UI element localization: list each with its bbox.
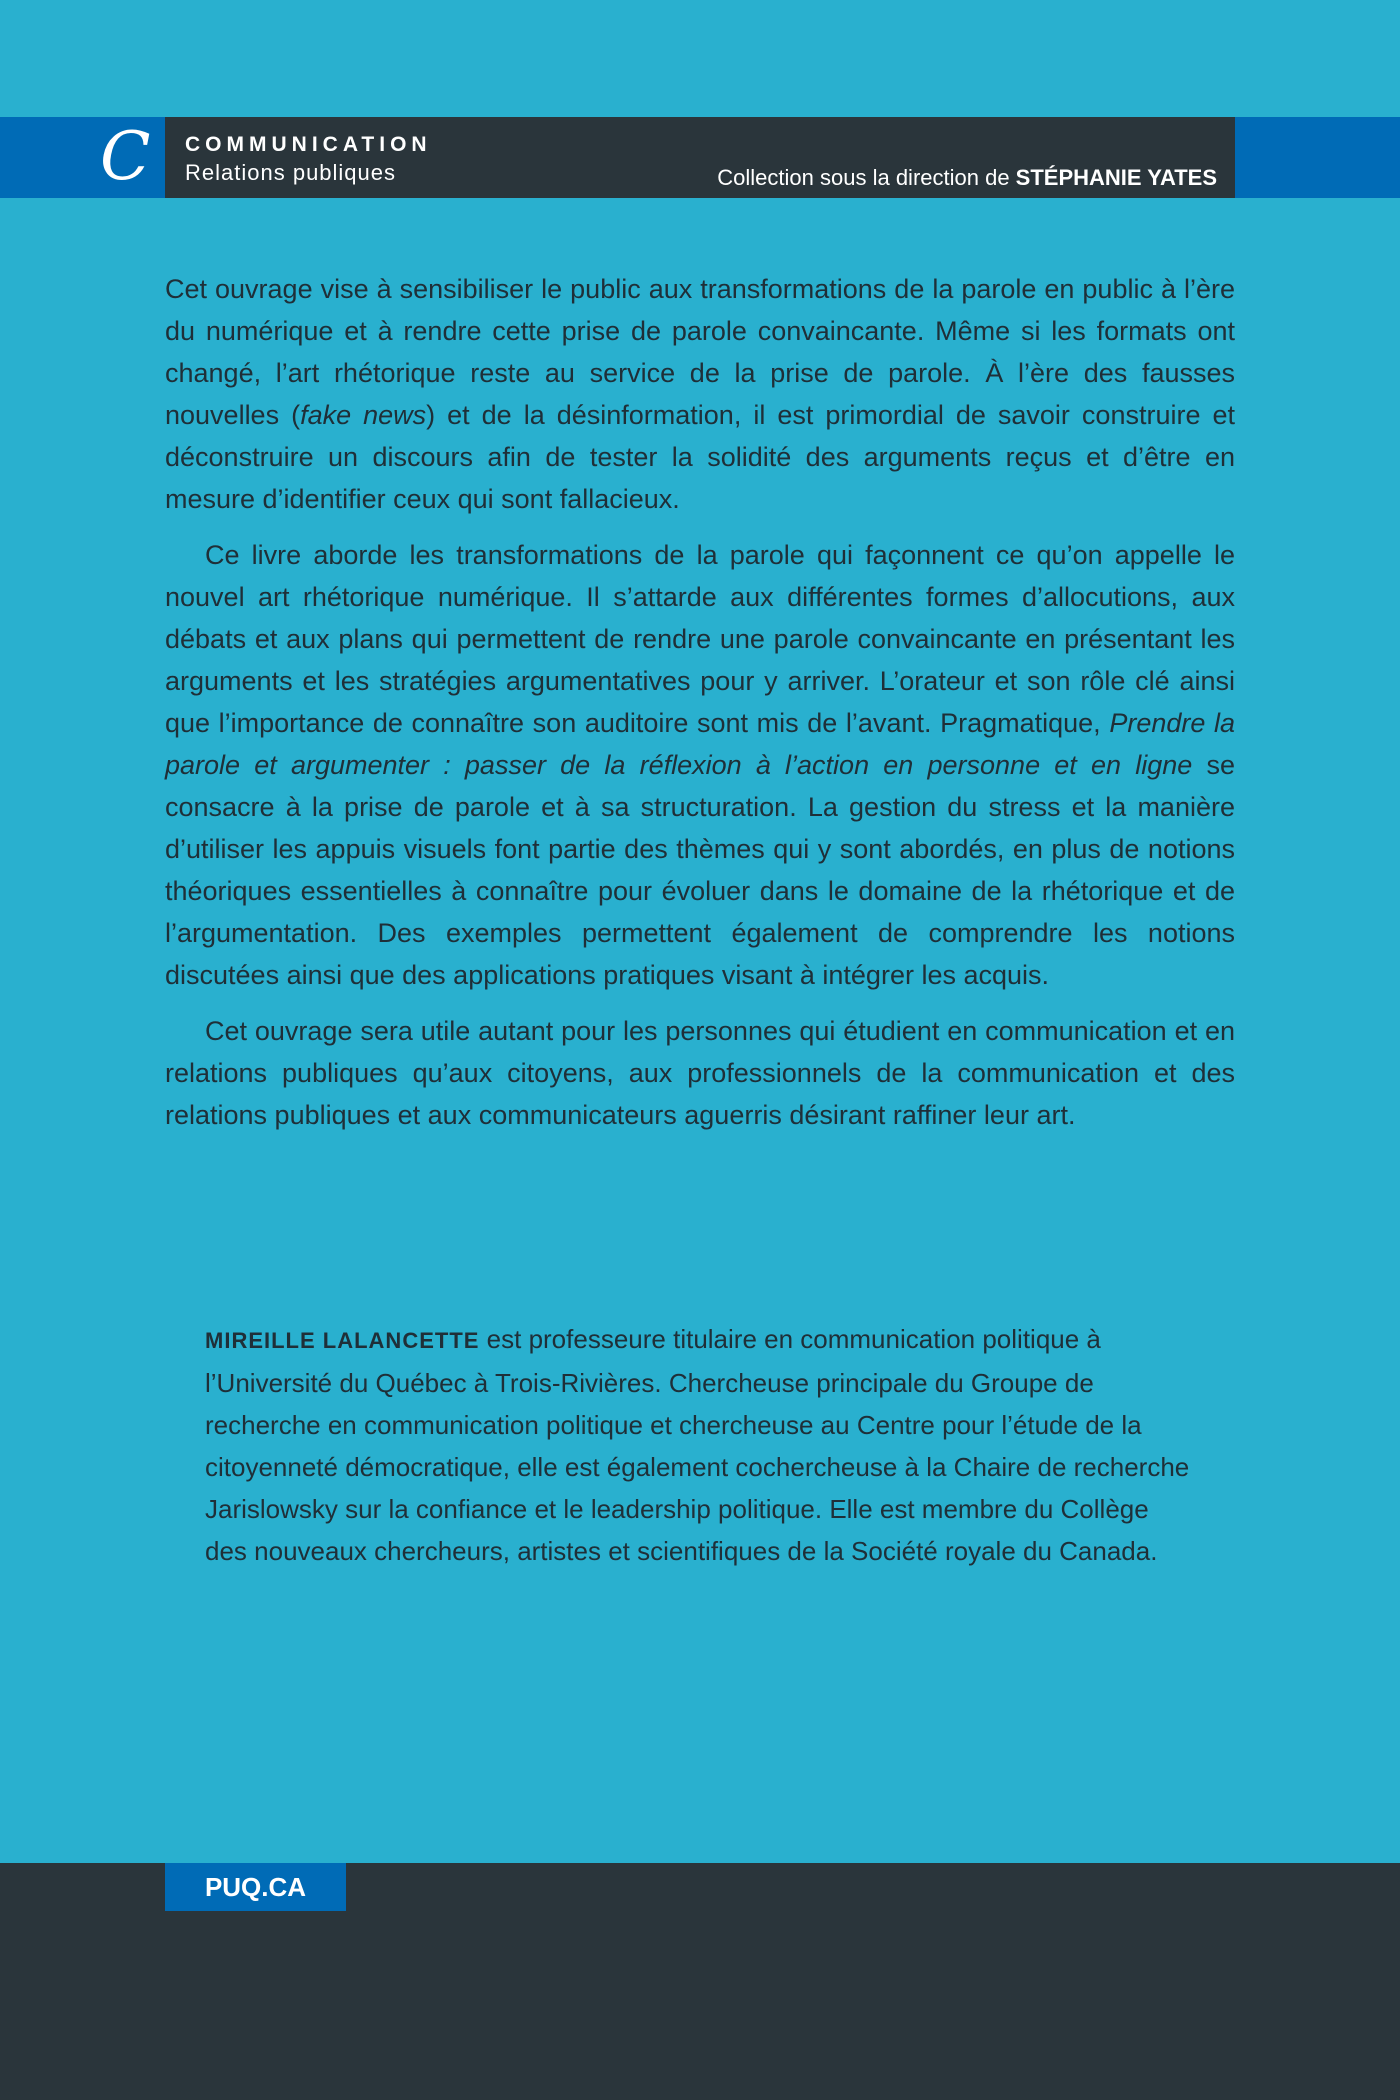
- collection-direction: [717, 165, 1217, 191]
- author-name: MIREILLE LALANCETTE: [205, 1328, 480, 1353]
- collection-header: [0, 117, 1400, 198]
- text-segment: ) et de la désinformation, il est primordial de savoir construire et déconstruire un discours afin de tester la solidité des arguments reçus et d’être en mesure d’identifier ceux qui sont fallacieux.: [165, 400, 1235, 514]
- text-segment: Cet ouvrage vise à sensibiliser le public aux transformations de la parole en public à l’ère du numérique et à rendre cette prise de parole convaincante. Même si les formats ont changé, l’art rhétorique reste au service de la prise de parole. À l’ère des fausses nouvelles (: [165, 274, 1235, 430]
- italic-text: Prendre la parole et argumenter : passer de la réflexion à l’action en personne et en ligne: [165, 708, 1236, 780]
- collection-title: COMMUNICATION: [185, 133, 432, 156]
- text-segment: Cet ouvrage sera utile autant pour les personnes qui étudient en communication et en relations publiques qu’aux citoyens, aux professionnels de la communication et des relations publiques et aux communicateurs aguerris désirant raffiner leur art.: [165, 1016, 1235, 1130]
- summary-paragraph: [165, 534, 1235, 996]
- collection-subtitle: Relations publiques: [185, 160, 397, 185]
- author-bio-text: est professeure titulaire en communication politique à l’Université du Québec à Trois-Rivières. Chercheuse principale du Groupe de recherche en communication politique et chercheuse au Centre pour l’étude de la citoyenneté démocratique, elle est également cochercheuse à la Chaire de recherche Jarislowsky sur la confiance et le leadership politique. Elle est membre du Collège des nouveaux chercheurs, artistes et scientifiques de la Société royale du Canada.: [205, 1324, 1190, 1566]
- direction-prefix: Collection sous la direction de: [717, 165, 1016, 190]
- publisher-link[interactable]: PUQ.CA: [165, 1863, 346, 1911]
- collection-banner: [165, 117, 1235, 198]
- italic-text: fake news: [300, 400, 427, 430]
- text-segment: Ce livre aborde les transformations de la parole qui façonnent ce qu’on appelle le nouvel art rhétorique numérique. Il s’attarde aux différentes formes d’allocutions, aux débats et aux plans qui permettent de rendre une parole convaincante en présentant les arguments et les stratégies argumentatives pour y arriver. L’orateur et son rôle clé ainsi que l’importance de connaître son auditoire sont mis de l’avant. Pragmatique,: [165, 540, 1235, 738]
- footer: [0, 1863, 1400, 2100]
- back-cover-summary: [165, 268, 1235, 1150]
- text-segment: se consacre à la prise de parole et à sa structuration. La gestion du stress et la manière d’utiliser les appuis visuels font partie des thèmes qui y sont abordés, en plus de notions théoriques essentielles à connaître pour évoluer dans le domaine de la rhétorique et de l’argumentation. Des exemples permettent également de comprendre les notions discutées ainsi que des applications pratiques visant à intégrer les acquis.: [165, 750, 1235, 990]
- summary-paragraph: [165, 1010, 1235, 1136]
- collection-logo: C: [100, 118, 151, 195]
- author-bio: [205, 1318, 1195, 1572]
- director-name: STÉPHANIE YATES: [1015, 165, 1217, 190]
- summary-paragraph: [165, 268, 1235, 520]
